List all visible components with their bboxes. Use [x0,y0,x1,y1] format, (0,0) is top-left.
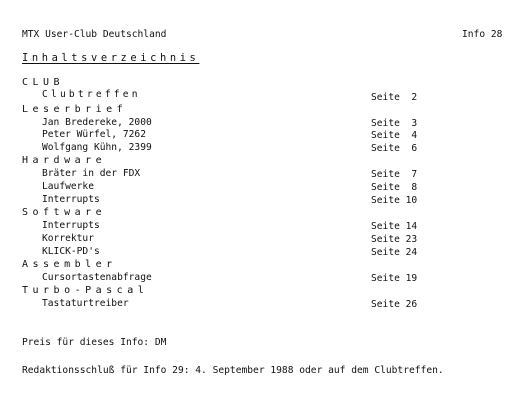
toc-entry-page: Seite 23 [371,234,418,245]
toc-entry-label: Wolfgang Kühn, 2399 [42,142,152,153]
toc-entry-label: Korrektur [42,233,94,244]
toc-entry-page: Seite 8 [371,182,418,193]
toc-entry-label: Laufwerke [42,181,94,192]
toc-entry-page: Seite 6 [371,143,418,154]
toc-entry-label: Peter Würfel, 7262 [42,129,146,140]
section-title-turbo-pascal: Turbo-Pascal [22,285,149,296]
club-name: MTX User-Club Deutschland [22,29,167,40]
toc-entry-label: KLICK-PD's [42,246,100,257]
toc-entry-page: Seite 4 [371,130,418,141]
section-title-club: CLUB [22,77,65,88]
toc-entry-page: Seite 24 [371,247,418,258]
deadline-note: Redaktionsschluß für Info 29: 4. September 1988 oder auf dem Clubtreffen. [22,365,444,376]
section-title-assembler: Assembler [22,259,117,270]
toc-entry-label: Interrupts [42,194,100,205]
section-title-leserbrief: Leserbrief [22,104,128,115]
toc-entry-page: Seite 10 [371,195,418,206]
toc-entry-page: Seite 2 [371,92,418,103]
section-title-software: Software [22,207,107,218]
toc-entry-label: Clubtreffen [42,89,141,100]
toc-entry-page: Seite 3 [371,118,418,129]
toc-entry-page: Seite 19 [371,273,418,284]
section-title-hardware: Hardware [22,155,107,166]
toc-entry-label: Jan Bredereke, 2000 [42,117,152,128]
toc-entry-label: Tastaturtreiber [42,298,129,309]
toc-entry-label: Cursortastenabfrage [42,272,152,283]
toc-title: Inhaltsverzeichnis [22,52,200,64]
toc-entry-page: Seite 7 [371,169,418,180]
toc-entry-page: Seite 26 [371,299,418,310]
toc-entry-page: Seite 14 [371,221,418,232]
issue-number: Info 28 [462,29,503,40]
toc-entry-label: Bräter in der FDX [42,168,141,179]
price-note: Preis für dieses Info: DM [22,337,167,348]
toc-entry-label: Interrupts [42,220,100,231]
